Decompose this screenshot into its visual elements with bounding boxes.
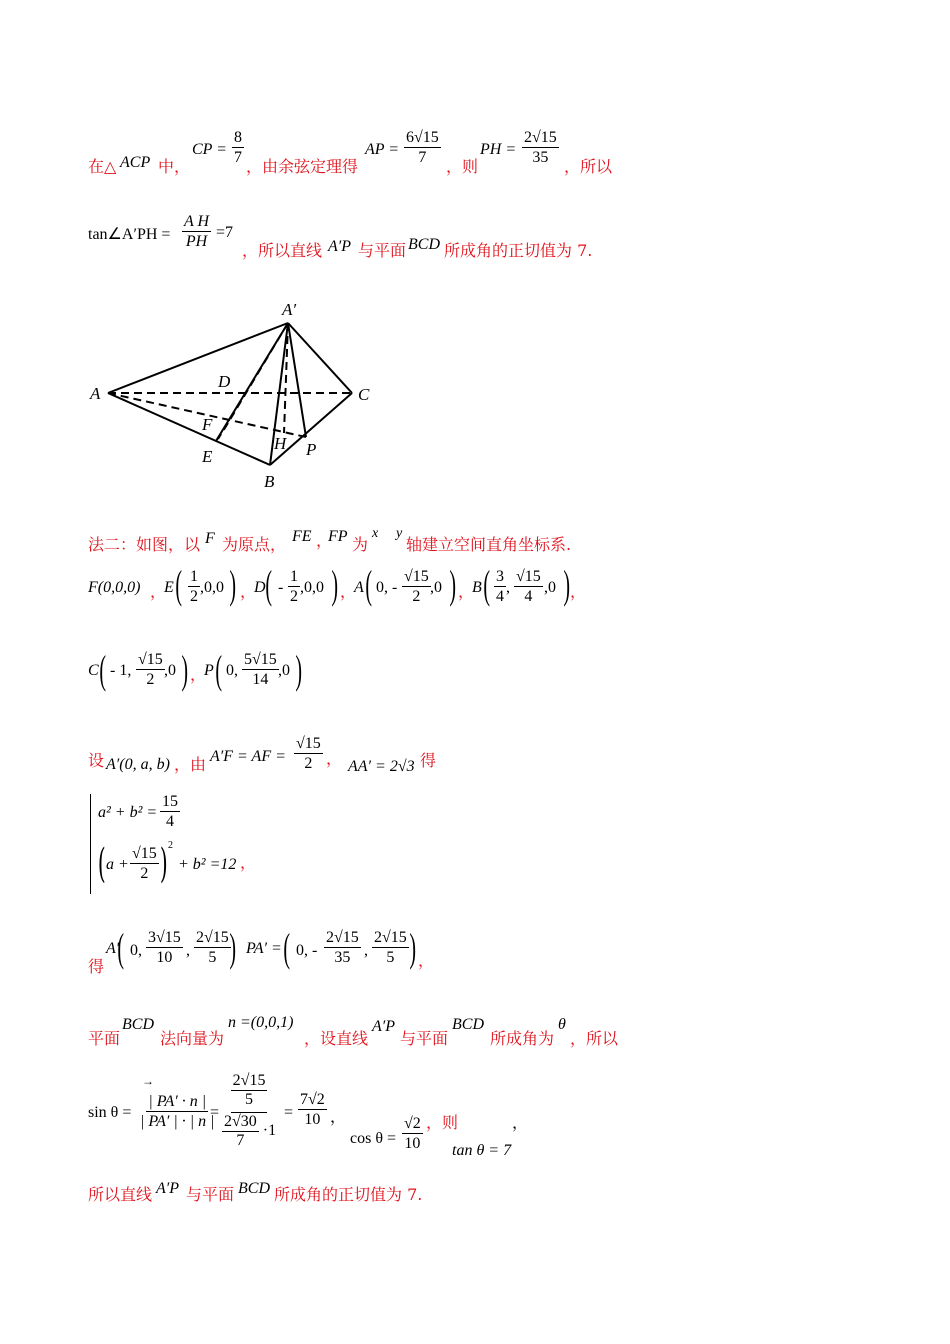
sine-big-num bbox=[231, 1072, 268, 1113]
coord-a-frac bbox=[402, 567, 431, 606]
conclusion-bcd: BCD bbox=[238, 1180, 270, 1197]
coord-p-frac bbox=[242, 650, 279, 689]
origin-f: F bbox=[205, 530, 215, 547]
result-a-frac-2 bbox=[194, 928, 231, 967]
big-num-num: 2√15 bbox=[231, 1072, 268, 1091]
result-pa-num1: 2√15 bbox=[324, 928, 361, 948]
paren-close: ) bbox=[159, 841, 168, 887]
paren-open: ( bbox=[365, 562, 372, 607]
text-set: 设 bbox=[88, 751, 105, 770]
axis-fp: FP bbox=[328, 528, 348, 545]
system-comma: ， bbox=[240, 853, 257, 872]
coord-p-label: P bbox=[204, 662, 214, 679]
result-pa-frac-1 bbox=[324, 928, 361, 967]
ap-den: 7 bbox=[418, 149, 427, 167]
text-set-line: ，设直线 bbox=[304, 1029, 369, 1048]
tan-den: PH bbox=[185, 233, 208, 251]
sine-num: | PA′ · n | bbox=[146, 1092, 208, 1112]
result-pa-num2: 2√15 bbox=[372, 928, 409, 948]
text-so-line: ，所以直线 bbox=[242, 241, 323, 260]
ap-num: 6√15 bbox=[404, 128, 441, 148]
paren-open: ( bbox=[97, 841, 106, 887]
sine-rhs-frac bbox=[298, 1090, 327, 1129]
sine-den: | PA′ | · | n | bbox=[140, 1113, 215, 1131]
coord-d-frac bbox=[288, 567, 300, 606]
coord-e-den: 2 bbox=[190, 588, 198, 606]
paren-open: ( bbox=[265, 562, 272, 607]
paren-open: ( bbox=[283, 925, 290, 970]
sine-rhs-num: 7√2 bbox=[298, 1090, 327, 1110]
tan-result: tan θ = 7 bbox=[452, 1142, 512, 1159]
label-f: F bbox=[202, 415, 213, 434]
theta: θ bbox=[558, 1016, 566, 1033]
coord-p-num: 5√15 bbox=[242, 650, 279, 670]
text-then-2: ，则 bbox=[426, 1115, 459, 1132]
aprime-num: √15 bbox=[294, 734, 323, 754]
coord-b-num2: √15 bbox=[514, 567, 543, 587]
coord-a-label: A bbox=[354, 579, 364, 596]
tan-rhs: =7 bbox=[216, 224, 234, 241]
eq1-den: 4 bbox=[166, 813, 174, 831]
comma: , bbox=[186, 942, 190, 959]
cp-den: 7 bbox=[234, 149, 242, 167]
normal-bcd: BCD bbox=[122, 1016, 154, 1033]
result-a-den2: 5 bbox=[208, 949, 217, 967]
triangle-name: ACP bbox=[120, 154, 151, 171]
text-with-plane-2: 与平面 bbox=[400, 1029, 449, 1048]
result-pa-den2: 5 bbox=[386, 949, 395, 967]
coord-a-den: 2 bbox=[412, 588, 421, 606]
coord-sep-3: ， bbox=[340, 584, 357, 601]
normal-bcd-2: BCD bbox=[452, 1016, 484, 1033]
coord-p-tail: ,0 bbox=[278, 662, 290, 679]
label-a: A bbox=[90, 384, 101, 403]
eq1-lhs: a² + b² = bbox=[98, 804, 158, 821]
paren-close: ) bbox=[409, 925, 416, 970]
eq2-frac bbox=[130, 844, 159, 883]
result-a-num1: 3√15 bbox=[146, 928, 183, 948]
big-num-den: 5 bbox=[245, 1091, 254, 1109]
cos-lhs: cos θ = bbox=[350, 1130, 397, 1147]
aa-length: AA′ = 2√3 bbox=[348, 758, 415, 775]
plane-bcd: BCD bbox=[408, 236, 440, 253]
result-pa-pre: 0, - bbox=[296, 942, 318, 959]
paren-open: ( bbox=[117, 925, 124, 970]
text-normal: 法向量为 bbox=[160, 1029, 225, 1048]
coord-e-label: E bbox=[164, 579, 174, 596]
vector-arrow: → bbox=[142, 1074, 154, 1088]
text-then: ，则 bbox=[446, 157, 479, 176]
axis-sep: ， bbox=[316, 531, 333, 550]
paren-open: ( bbox=[215, 647, 222, 692]
axis-x: x bbox=[372, 526, 379, 541]
cos-frac bbox=[402, 1114, 423, 1153]
label-aprime: A′ bbox=[282, 300, 297, 319]
label-d: D bbox=[218, 372, 231, 391]
pyramid-diagram bbox=[80, 295, 400, 495]
sine-rhs-den: 10 bbox=[304, 1111, 321, 1129]
axis-fe: FE bbox=[292, 528, 312, 545]
cp-lhs: CP = bbox=[192, 141, 227, 158]
text-get-result: 得 bbox=[88, 957, 105, 976]
eq1-num: 15 bbox=[160, 792, 180, 812]
eq2-power: 2 bbox=[168, 840, 173, 851]
coord-b-den2: 4 bbox=[524, 588, 533, 606]
label-c: C bbox=[358, 385, 370, 404]
coord-b-frac-1 bbox=[494, 567, 506, 606]
text-by: ，由 bbox=[174, 755, 207, 774]
big-den-num: 2√30 bbox=[222, 1113, 259, 1132]
result-pa-label: PA′ = bbox=[246, 940, 282, 957]
aprime-expr: A′(0, a, b) bbox=[106, 756, 170, 773]
coord-b-frac-2 bbox=[514, 567, 543, 606]
paren-close: ) bbox=[229, 925, 236, 970]
text-conclusion-b: 与平面 bbox=[186, 1185, 235, 1204]
coord-e-tail: ,0,0 bbox=[200, 579, 224, 596]
text-in-triangle: 在△ bbox=[88, 157, 117, 176]
normal-n: n =(0,0,1) bbox=[228, 1014, 294, 1031]
sine-eq: = bbox=[210, 1104, 220, 1121]
coord-d-pre: - bbox=[278, 579, 284, 596]
coord-sep-4: ， bbox=[458, 584, 475, 601]
text-conclusion-c: 所成角的正切值为 7. bbox=[274, 1185, 423, 1204]
ap-fraction bbox=[404, 128, 441, 167]
coord-sep-5: ， bbox=[570, 584, 587, 601]
coord-d-den: 2 bbox=[290, 588, 298, 606]
paren-close: ) bbox=[449, 562, 456, 607]
text-with-plane: 与平面 bbox=[358, 241, 407, 260]
sine-big-frac bbox=[222, 1072, 276, 1151]
coord-f: F(0,0,0) bbox=[88, 579, 141, 596]
label-h: H bbox=[274, 434, 287, 453]
coord-d-tail: ,0,0 bbox=[300, 579, 324, 596]
coord-c-den: 2 bbox=[146, 671, 155, 689]
aprime-frac bbox=[294, 734, 323, 773]
text-angle-is: 所成角为 bbox=[490, 1029, 555, 1048]
paren-close: ) bbox=[295, 647, 302, 692]
ph-fraction bbox=[522, 128, 559, 167]
coord-sep-6: ， bbox=[190, 667, 207, 684]
coord-e-num: 1 bbox=[188, 567, 200, 587]
coord-p-pre: 0, bbox=[226, 662, 238, 679]
text-plane: 平面 bbox=[88, 1029, 121, 1048]
coord-c-num: √15 bbox=[136, 650, 165, 670]
ph-den: 35 bbox=[532, 149, 549, 167]
ph-lhs: PH = bbox=[480, 141, 517, 158]
sine-lhs: sin θ = bbox=[88, 1104, 132, 1121]
cp-num: 8 bbox=[232, 128, 244, 148]
aprime-eq: A′F = AF = bbox=[210, 748, 286, 765]
big-den-tail: ·1 bbox=[262, 1122, 277, 1140]
cos-num: √2 bbox=[402, 1114, 423, 1134]
result-a-num2: 2√15 bbox=[194, 928, 231, 948]
edge-a-b bbox=[108, 393, 270, 465]
sine-rhs-eq: = bbox=[284, 1104, 294, 1121]
tan-lhs: tan∠A′PH = bbox=[88, 226, 171, 243]
tan-num: A H bbox=[182, 212, 211, 232]
coord-d-label: D bbox=[254, 579, 266, 596]
ph-num: 2√15 bbox=[522, 128, 559, 148]
conclusion-ap: A′P bbox=[156, 1180, 180, 1197]
big-den-den: 7 bbox=[236, 1132, 245, 1150]
eq2-den: 2 bbox=[140, 865, 149, 883]
text-conclusion-a: 所以直线 bbox=[88, 1185, 153, 1204]
paren-open: ( bbox=[99, 647, 106, 692]
paren-close: ) bbox=[331, 562, 338, 607]
system-brace bbox=[90, 794, 91, 894]
text-zhong: 中， bbox=[158, 157, 191, 176]
result-tail: ， bbox=[418, 951, 435, 970]
coord-c-tail: ,0 bbox=[164, 662, 176, 679]
coord-a-tail: ,0 bbox=[430, 579, 442, 596]
coord-a-pre: 0, - bbox=[376, 579, 398, 596]
coord-a-num: √15 bbox=[402, 567, 431, 587]
result-a-den1: 10 bbox=[156, 949, 173, 967]
eq2-tail: + b² =12 bbox=[178, 856, 237, 873]
ap-lhs: AP = bbox=[365, 141, 400, 158]
text-therefore: ，所以 bbox=[564, 157, 613, 176]
set-comma: ， bbox=[326, 749, 343, 768]
coord-sep-2: ， bbox=[240, 584, 257, 601]
coord-c-label: C bbox=[88, 662, 99, 679]
text-so: ，所以 bbox=[570, 1029, 619, 1048]
text-build-coords: 轴建立空间直角坐标系. bbox=[406, 535, 572, 554]
paren-close: ) bbox=[229, 562, 236, 607]
normal-ap: A′P bbox=[372, 1018, 396, 1035]
text-get: 得 bbox=[420, 751, 437, 770]
paren-open: ( bbox=[483, 562, 490, 607]
result-pa-frac-2 bbox=[372, 928, 409, 967]
coord-p-den: 14 bbox=[252, 671, 269, 689]
sine-tail: ， bbox=[512, 1115, 529, 1132]
text-as: 为 bbox=[352, 535, 369, 554]
label-p: P bbox=[306, 440, 317, 459]
paren-close: ) bbox=[181, 647, 188, 692]
coord-b-tail: ,0 bbox=[544, 579, 556, 596]
sine-big-den bbox=[222, 1113, 276, 1151]
coord-c-pre: - 1, bbox=[110, 662, 132, 679]
sine-frac bbox=[138, 1092, 220, 1131]
coord-b-label: B bbox=[472, 579, 482, 596]
coord-b-den1: 4 bbox=[496, 588, 504, 606]
result-pa-den1: 35 bbox=[334, 949, 351, 967]
result-aprime-label: A′ bbox=[106, 940, 120, 957]
edge-a-aprime bbox=[108, 323, 288, 393]
sine-comma: ， bbox=[330, 1109, 347, 1126]
axis-y: y bbox=[396, 526, 403, 541]
coord-c-frac bbox=[136, 650, 165, 689]
text-by-cosine: ，由余弦定理得 bbox=[246, 157, 359, 176]
coord-b-num1: 3 bbox=[494, 567, 506, 587]
big-den-frac bbox=[222, 1113, 259, 1151]
paren-close: ) bbox=[563, 562, 570, 607]
cos-den: 10 bbox=[404, 1135, 421, 1153]
text-tangent-value: 所成角的正切值为 7. bbox=[444, 241, 593, 260]
aprime-den: 2 bbox=[304, 755, 313, 773]
result-a-frac-1 bbox=[146, 928, 183, 967]
eq2-num: √15 bbox=[130, 844, 159, 864]
cp-fraction bbox=[232, 128, 244, 167]
eq1-frac bbox=[160, 792, 180, 831]
coord-d-num: 1 bbox=[288, 567, 300, 587]
comma: , bbox=[506, 579, 510, 596]
tan-fraction bbox=[182, 212, 211, 251]
label-e: E bbox=[202, 447, 213, 466]
pyramid-figure bbox=[80, 295, 400, 495]
text-origin: 为原点， bbox=[222, 535, 287, 554]
eq2-pre: a + bbox=[106, 856, 129, 873]
paren-open: ( bbox=[175, 562, 182, 607]
coord-e-frac bbox=[188, 567, 200, 606]
label-b: B bbox=[264, 472, 275, 491]
text-method-two: 法二：如图，以 bbox=[88, 535, 201, 554]
comma: , bbox=[364, 942, 368, 959]
result-a-pre: 0, bbox=[130, 942, 142, 959]
coord-sep-1: ， bbox=[150, 584, 167, 601]
line-ap: A′P bbox=[328, 238, 352, 255]
